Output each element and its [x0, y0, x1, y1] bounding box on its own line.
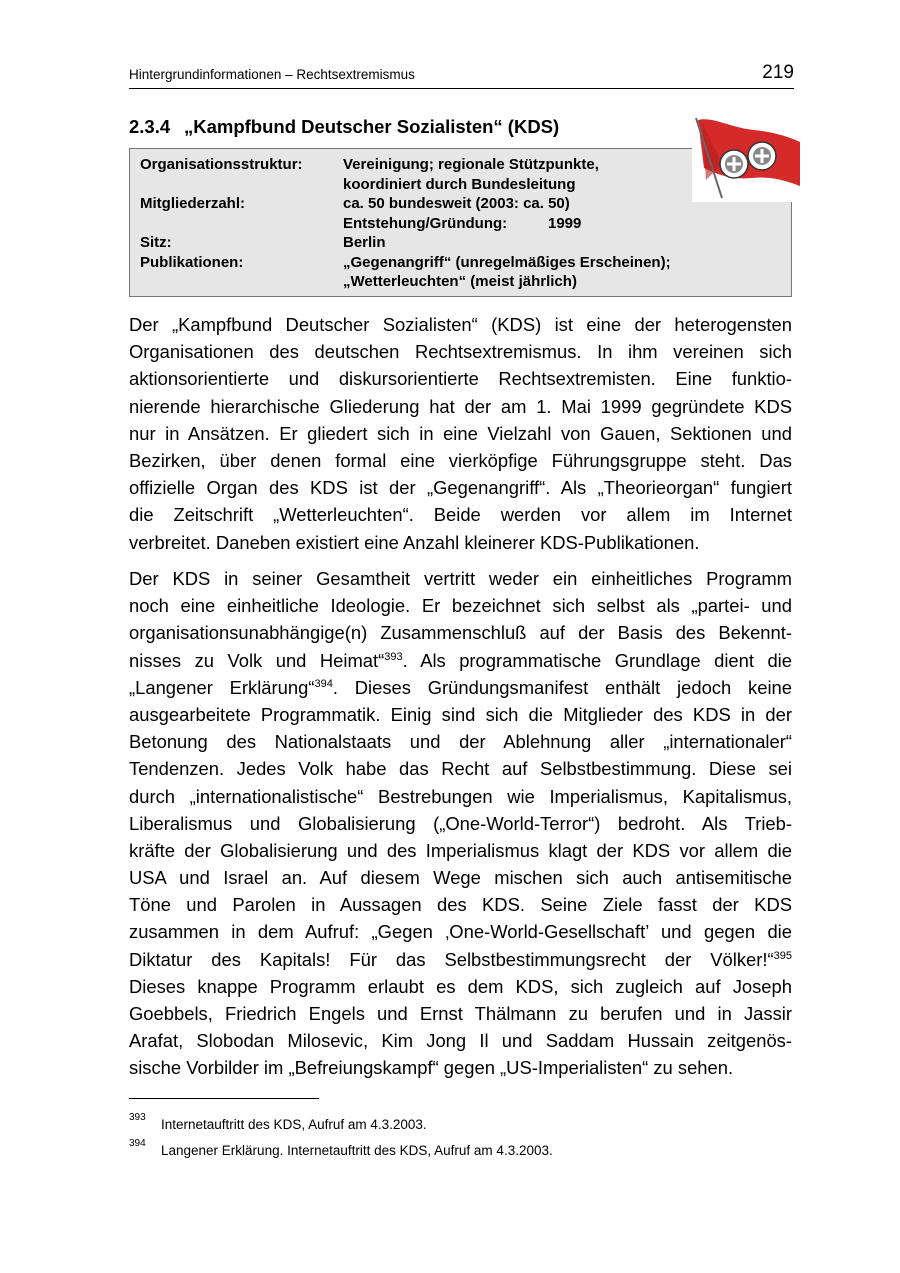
text-line: aktionsorientierte und diskursorientierte Rechtsextremisten. Eine funktio-	[129, 368, 792, 390]
section-heading	[129, 116, 559, 138]
text-line: offizielle Organ des KDS ist der „Gegenangriff“. Als „Theorieorgan“ fungiert	[129, 477, 792, 499]
footnote-text: Langener Erklärung. Internetauftritt des KDS, Aufruf am 4.3.2003.	[161, 1143, 553, 1158]
founding-value: 1999	[548, 214, 582, 232]
text-line: Tendenzen. Jedes Volk habe das Recht auf Selbstbestimmung. Diese sei	[129, 758, 792, 780]
page-header	[129, 62, 794, 89]
text-line	[129, 647, 792, 674]
seat-value: Berlin	[343, 234, 386, 251]
text-segment: „Langener Erklärung“	[129, 676, 315, 698]
text-line: noch eine einheitliche Ideologie. Er bezeichnet sich selbst als „partei- und	[129, 595, 792, 617]
publications-value-2: „Wetterleuchten“ (meist jährlich)	[343, 273, 577, 290]
text-line	[129, 946, 792, 973]
text-line: Töne und Parolen in Aussagen des KDS. Seine Ziele fasst der KDS	[129, 894, 792, 916]
members-label: Mitgliederzahl:	[140, 195, 246, 212]
text-line: Dieses knappe Programm erlaubt es dem KDS, sich zugleich auf Joseph	[129, 975, 792, 997]
org-value-2: koordiniert durch Bundesleitung	[343, 175, 576, 193]
text-line: Arafat, Slobodan Milosevic, Kim Jong Il und Saddam Hussain zeitgenös-	[129, 1030, 792, 1052]
founding-label: Entstehung/Gründung:	[343, 214, 508, 232]
org-value-1: Vereinigung; regionale Stützpunkte,	[343, 156, 599, 173]
text-line: Betonung des Nationalstaats und der Ablehnung aller „internationaler“	[129, 731, 792, 753]
paragraph-1	[129, 311, 792, 556]
text-segment: Diktatur des Kapitals! Für das Selbstbestimmungsrecht der Völker!“	[129, 948, 774, 970]
text-line: die Zeitschrift „Wetterleuchten“. Beide werden vor allem im Internet	[129, 504, 792, 526]
text-line: USA und Israel an. Auf diesem Wege mischen sich auch antisemitische	[129, 867, 792, 889]
footnote-text: Internetauftritt des KDS, Aufruf am 4.3.2003.	[161, 1117, 427, 1132]
publications-label: Publikationen:	[140, 253, 244, 271]
text-line: kräfte der Globalisierung und des Imperialismus klagt der KDS vor allem die	[129, 839, 792, 861]
footnote-ref-393: 393	[384, 650, 403, 663]
text-segment: . Als programmatische Grundlage dient die	[402, 649, 792, 671]
text-line: Der „Kampfbund Deutscher Sozialisten“ (KDS) ist eine der heterogensten	[129, 314, 792, 335]
section-title: „Kampfbund Deutscher Sozialisten“ (KDS)	[184, 116, 560, 137]
text-line: ausgearbeitete Programmatik. Einig sind sich die Mitglieder des KDS in der	[129, 703, 792, 725]
text-line: Goebbels, Friedrich Engels und Ernst Thälmann zu berufen und in Jassir	[129, 1003, 792, 1024]
members-value: ca. 50 bundesweit (2003: ca. 50)	[343, 195, 570, 212]
text-line: organisationsunabhängige(n) Zusammenschluß auf der Basis des Bekennt-	[129, 622, 792, 644]
page-number: 219	[762, 62, 794, 83]
text-segment: nisses zu Volk und Heimat“	[129, 649, 385, 671]
org-label: Organisationsstruktur:	[140, 156, 303, 173]
paragraph-2	[129, 565, 792, 1082]
footnote-number: 394	[129, 1138, 146, 1149]
text-line: Liberalismus und Globalisierung („One-World-Terror“) bedroht. Als Trieb-	[129, 812, 792, 834]
seat-label: Sitz:	[140, 234, 172, 251]
publications-value-1: „Gegenangriff“ (unregelmäßiges Erscheinen);	[343, 253, 671, 271]
text-line: zusammen in dem Aufruf: „Gegen ‚One-World-Gesellschaft’ und gegen die	[129, 921, 792, 943]
footnote-ref-394: 394	[314, 677, 333, 690]
footnote-ref-395: 395	[773, 949, 792, 962]
text-line: nierende hierarchische Gliederung hat der am 1. Mai 1999 gegründete KDS	[129, 395, 792, 417]
footnote-divider	[129, 1098, 319, 1099]
text-line	[129, 674, 792, 701]
text-segment: . Dieses Gründungsmanifest enthält jedoch keine	[332, 676, 792, 698]
text-line: durch „internationalistische“ Bestrebungen wie Imperialismus, Kapitalismus,	[129, 785, 792, 807]
text-line: Der KDS in seiner Gesamtheit vertritt weder ein einheitliches Programm	[129, 568, 792, 589]
text-line: verbreitet. Daneben existiert eine Anzahl kleinerer KDS-Publikationen.	[129, 531, 700, 553]
running-title: Hintergrundinformationen – Rechtsextremismus	[129, 67, 415, 82]
text-line: nur in Ansätzen. Er gliedert sich in eine Vielzahl von Gauen, Sektionen und	[129, 422, 792, 444]
footnote-number: 393	[129, 1112, 146, 1123]
text-line: sische Vorbilder im „Befreiungskampf“ gegen „US-Imperialisten“ zu sehen.	[129, 1057, 734, 1079]
kds-flag-icon	[692, 114, 802, 202]
section-number: 2.3.4	[129, 116, 171, 137]
text-line: Organisationen des deutschen Rechtsextremismus. In ihm vereinen sich	[129, 341, 792, 363]
text-line: Bezirken, über denen formal eine vierköpfige Führungsgruppe steht. Das	[129, 449, 792, 471]
